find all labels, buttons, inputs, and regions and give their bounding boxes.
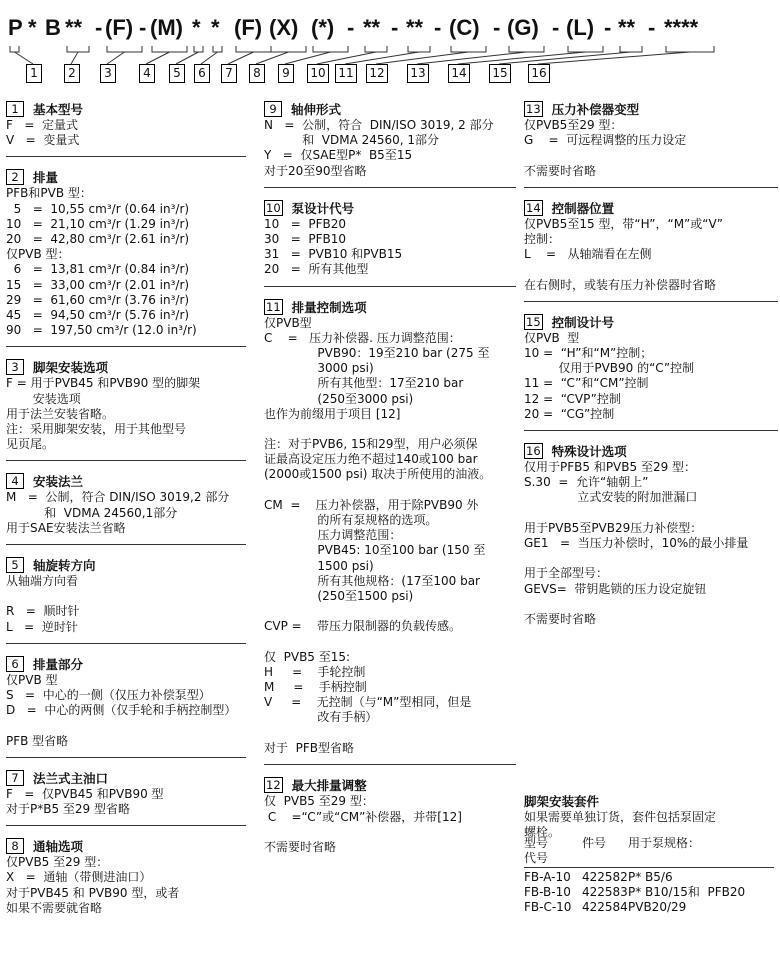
section-line: 12 = “CVP”控制 [524, 391, 621, 406]
section-line [524, 597, 778, 612]
section-title: 基本型号 [33, 102, 84, 117]
section-line: 用于PVB5至PVB29压力补偿型： [524, 520, 703, 535]
code-segment: - [391, 15, 399, 40]
code-number-box: 14 [448, 64, 470, 83]
section-line: F = 定量式 [6, 118, 79, 132]
section-divider [6, 825, 246, 826]
section-line: 对于20至90型省略 [264, 163, 367, 178]
section-line: 30 = PFB10 [264, 231, 347, 246]
section-line: 注：采用脚架安装，用于其他型号 [6, 421, 187, 436]
kit-header-row-2 [524, 851, 774, 866]
section-title: 控制器位置 [551, 200, 615, 216]
section-line: 立式安装的附加泄漏口 [524, 490, 698, 505]
section-line: PVB45: 10至100 bar (150 至 [264, 543, 486, 558]
section-divider [6, 346, 246, 347]
section-line: R = 顺时针 [6, 604, 80, 619]
section-line: 仅用于PFB5 和PVB5 至29 型： [524, 460, 697, 474]
code-number-box: 2 [64, 64, 80, 83]
section-line: 安装选项 [6, 391, 81, 406]
section-divider [264, 286, 516, 287]
kit-cell: FB-A-10 [524, 870, 571, 884]
section-line: M = 手柄控制 [264, 680, 367, 695]
code-segment: - [604, 15, 612, 40]
kit-cell: 422584 [582, 900, 628, 914]
section-line: GEVS= 带钥匙锁的压力设定旋钮 [524, 581, 707, 596]
section-line: X = 通轴（带侧进油口） [6, 870, 152, 885]
kit-row [524, 870, 774, 885]
kit-title: 脚架安装套件 [524, 794, 600, 809]
kit-header-row [524, 836, 774, 851]
section-line: 如果不需要就省略 [6, 900, 103, 915]
kit-header-part: 件号 [582, 836, 607, 850]
kit-rows [524, 870, 774, 915]
section-line: PFB 型省略 [6, 733, 69, 748]
section-line: 所有其他型：17至210 bar [264, 376, 464, 391]
section-line: CM = 压力补偿器，用于除PVB90 外 [264, 497, 479, 512]
section-heading [524, 313, 778, 331]
section-number-box: 12 [266, 778, 281, 793]
code-number-box: 1 [26, 64, 42, 83]
section-line [264, 483, 516, 498]
section-line: N = 公制，符合 DIN/ISO 3019, 2 部分 [264, 118, 494, 132]
section-heading [6, 837, 246, 855]
section-number-box: 9 [264, 101, 282, 117]
section-line [524, 262, 778, 277]
section-line: 证最高设定压力绝不超过140或100 bar [264, 452, 478, 467]
section-heading [6, 358, 246, 376]
section-line: V = 变量式 [6, 133, 80, 148]
kit-divider [524, 867, 774, 868]
code-number-box: 13 [407, 64, 429, 83]
code-segment: * [211, 15, 220, 40]
code-segment: * [28, 15, 37, 40]
section-5 [6, 556, 246, 635]
section-line: 10 = 21,10 cm³/r (1.29 in³/r) [6, 216, 190, 231]
section-heading [6, 769, 246, 787]
section-line: 45 = 94,50 cm³/r (5.76 in³/r) [6, 307, 190, 322]
section-line: 也作为前缀用于项目 [12] [264, 406, 401, 421]
code-segment: (C) [449, 15, 480, 40]
code-segment: - [434, 15, 442, 40]
section-line: 仅 PVB5 至15: [264, 649, 351, 664]
section-line [264, 726, 516, 741]
code-number-box: 9 [278, 64, 294, 83]
section-line: GE1 = 当压力补偿时，10%的最小排量 [524, 535, 749, 550]
section-line: 对于PVB45 和 PVB90 型，或者 [6, 885, 180, 900]
section-number-box: 2 [6, 169, 24, 185]
section-line: 控制： [524, 231, 561, 246]
code-number-box: 8 [249, 64, 265, 83]
code-segment: ** [406, 15, 424, 40]
section-line: S = 中心的一侧（仅压力补偿泵型） [6, 687, 211, 702]
code-number-box: 7 [221, 64, 237, 83]
section-line: 1500 psi) [264, 558, 374, 573]
section-divider [524, 301, 778, 302]
section-line [264, 604, 516, 619]
section-line: 20 = “CG”控制 [524, 406, 615, 421]
section-line: L = 逆时针 [6, 619, 78, 634]
section-title: 脚架安装选项 [33, 360, 109, 376]
code-segment: ** [363, 15, 381, 40]
code-bracket [201, 46, 222, 64]
section-line: 6 = 13,81 cm³/r (0.84 in³/r) [6, 262, 190, 277]
code-segment: (*) [311, 15, 335, 40]
section-title: 排量部分 [33, 656, 84, 672]
section-title: 轴伸形式 [291, 102, 342, 117]
section-line: PVB90：19至210 bar (275 至 [264, 345, 490, 360]
section-line: 不需要时省略 [524, 611, 597, 626]
section-title: 轴旋转方向 [33, 558, 96, 573]
code-segment: - [493, 15, 501, 40]
code-number-box: 12 [366, 64, 388, 83]
section-line: 压力调整范围： [264, 528, 402, 543]
kit-row [524, 885, 774, 900]
code-bracket [285, 46, 348, 64]
code-bracket [10, 46, 33, 64]
section-line: 对于P*B5 至29 型省略 [6, 801, 131, 816]
section-line: (2000或1500 psi) 取决于所使用的油液。 [264, 467, 492, 482]
kit-cell: P* B5/6 [628, 870, 673, 884]
section-heading [524, 442, 778, 460]
section-number-box: 13 [526, 102, 541, 116]
code-segment: ** [65, 15, 83, 40]
section-title: 通轴选项 [33, 839, 84, 855]
section-3 [6, 358, 246, 452]
section-number-box: 15 [526, 314, 541, 329]
kit-desc-line: 如果需要单独订货，套件包括泵固定 [524, 810, 717, 824]
section-4 [6, 472, 246, 536]
section-line: 31 = PVB10 和PVB15 [264, 247, 403, 262]
section-line: 所有其他规格：(17至100 bar [264, 573, 480, 588]
section-line: 的所有泵规格的选项。 [264, 513, 438, 528]
section-line: D = 中心的两侧（仅手轮和手柄控制型） [6, 703, 237, 718]
section-title: 控制设计号 [551, 314, 615, 330]
section-line [524, 148, 778, 163]
code-bracket [538, 46, 714, 64]
section-line: 仅PVB型 [264, 315, 312, 330]
section-number-box: 16 [526, 444, 541, 458]
section-number-box: 6 [6, 656, 24, 672]
code-number-box: 16 [528, 64, 550, 83]
section-number-box: 5 [6, 557, 24, 573]
section-heading [524, 199, 778, 217]
section-line: S.30 = 允许“轴朝上” [524, 475, 649, 490]
section-line [524, 551, 778, 566]
kit-desc-line: 螺栓。 [524, 825, 561, 840]
kit-section [524, 792, 778, 840]
section-heading [6, 100, 246, 118]
section-divider [6, 643, 246, 644]
section-divider [6, 544, 246, 545]
section-title: 特殊设计选项 [551, 444, 627, 459]
section-line: 注：对于PVB6, 15和29型，用户必须保 [264, 437, 478, 452]
code-segment: - [648, 15, 656, 40]
section-line: 3000 psi) [264, 361, 374, 376]
section-line: 仅PVB 型 [6, 672, 58, 687]
section-line: 15 = 33,00 cm³/r (2.01 in³/r) [6, 277, 190, 292]
section-heading [264, 298, 516, 316]
kit-cell: P* B10/15和 PFB20 [628, 885, 746, 899]
section-line: 10 = “H”和“M”控制； [524, 345, 653, 360]
code-segment: P [8, 15, 23, 40]
section-heading [264, 199, 516, 217]
section-title: 法兰式主油口 [33, 770, 109, 786]
code-segment: - [347, 15, 355, 40]
section-line: 改有手柄） [264, 710, 378, 725]
code-bracket [317, 46, 387, 64]
section-divider [6, 460, 246, 461]
model-code-row [8, 14, 778, 86]
section-line: Y = 仅SAE型P* B5至15 [264, 148, 413, 163]
code-bracket [376, 46, 486, 64]
code-segment: - [95, 15, 103, 40]
section-divider [264, 187, 516, 188]
section-divider [264, 764, 516, 765]
code-bracket [176, 46, 203, 64]
section-line: C = 压力补偿器. 压力调整范围： [264, 330, 461, 345]
section-13 [524, 100, 778, 179]
section-8 [6, 837, 246, 916]
section-title: 排量控制选项 [291, 299, 367, 315]
code-number-box: 15 [489, 64, 511, 83]
kit-cell: FB-B-10 [524, 885, 571, 899]
section-divider [6, 757, 246, 758]
code-segment: - [139, 15, 147, 40]
section-line [264, 825, 516, 840]
code-segment: **** [664, 15, 699, 40]
section-9 [264, 100, 516, 179]
section-divider [6, 156, 246, 157]
code-segment: (X) [269, 15, 299, 40]
section-line: 20 = 所有其他型 [264, 262, 369, 277]
section-line: L = 从轴端看在左侧 [524, 247, 652, 262]
code-bracket [256, 46, 306, 64]
code-number-box: 11 [335, 64, 357, 83]
kit-cell: PVB20/29 [628, 900, 687, 914]
section-title: 安装法兰 [33, 474, 84, 490]
section-6 [6, 655, 246, 749]
section-heading [524, 100, 778, 118]
section-line [264, 635, 516, 650]
section-line: 见页尾。 [6, 437, 55, 452]
section-7 [6, 769, 246, 817]
section-line: 仅PVB5 至29 型： [6, 855, 109, 870]
kit-cell: 422582 [582, 870, 628, 884]
section-line: 20 = 42,80 cm³/r (2.61 in³/r) [6, 231, 190, 246]
code-segment: - [552, 15, 560, 40]
section-line: 用于SAE安装法兰省略 [6, 520, 126, 535]
section-14 [524, 199, 778, 293]
kit-cell: 422583 [582, 885, 628, 899]
section-number-box: 4 [6, 473, 24, 489]
section-line: 不需要时省略 [264, 839, 337, 854]
section-number-box: 7 [6, 770, 24, 786]
code-segment: (G) [507, 15, 539, 40]
section-line: 从轴端方向看 [6, 574, 79, 588]
section-line: (250至1500 psi) [264, 588, 414, 603]
kit-row [524, 900, 774, 915]
section-line: 用于全部型号： [524, 566, 609, 581]
section-line [6, 718, 246, 733]
section-line: 11 = “C”和“CM”控制 [524, 376, 649, 391]
code-segment: (L) [566, 15, 595, 40]
section-line: 仅 PVB5 至29 型： [264, 794, 374, 809]
section-number-box: 11 [266, 299, 281, 314]
section-divider [524, 187, 778, 188]
section-line: 和 VDMA 24560,1部分 [6, 505, 178, 520]
kit-cell: FB-C-10 [524, 900, 572, 914]
section-heading [6, 556, 246, 574]
section-12 [264, 776, 516, 855]
section-10 [264, 199, 516, 278]
code-segment: (F) [234, 15, 263, 40]
kit-header-use: 用于泵规格： [628, 836, 701, 850]
kit-header-code: 代号 [524, 851, 549, 865]
section-line: C =“C”或“CM”补偿器，并带[12] [264, 809, 462, 824]
section-line: CVP = 带压力限制器的负载传感。 [264, 619, 461, 634]
code-bracket [107, 46, 142, 64]
kit-header-type: 型号 [524, 836, 549, 850]
section-line: 仅PVB 型 [524, 330, 580, 345]
code-number-box: 6 [194, 64, 210, 83]
code-segment: B [45, 15, 61, 40]
section-line: F = 用于PVB45 和PVB90 型的脚架 [6, 376, 201, 391]
section-line: 10 = PFB20 [264, 216, 347, 231]
section-number-box: 3 [6, 359, 24, 375]
section-line: 仅PVB5至29 型： [524, 118, 623, 132]
kit-table [524, 836, 774, 915]
code-number-box: 10 [307, 64, 329, 83]
section-line: 对于 PFB型省略 [264, 740, 355, 755]
section-line [524, 506, 778, 521]
section-line: 5 = 10,55 cm³/r (0.64 in³/r) [6, 201, 190, 216]
code-number-box: 5 [169, 64, 185, 83]
code-number-box: 3 [100, 64, 116, 83]
section-number-box: 1 [6, 101, 24, 117]
section-line [6, 589, 246, 604]
section-line: G = 可远程调整的压力设定 [524, 133, 687, 148]
section-line: (250至3000 psi) [264, 391, 414, 406]
section-number-box: 8 [6, 838, 24, 854]
code-bracket [67, 46, 89, 64]
code-segment: ** [618, 15, 636, 40]
section-number-box: 14 [526, 200, 541, 215]
section-heading [6, 168, 246, 186]
section-line: 仅用于PVB90 的“C”控制 [524, 361, 695, 376]
code-segment: (M) [150, 15, 183, 40]
section-heading [6, 655, 246, 673]
section-divider [524, 430, 778, 431]
section-11 [264, 298, 516, 756]
section-line: M = 公制，符合 DIN/ISO 3019,2 部分 [6, 490, 230, 505]
section-heading [264, 100, 516, 118]
code-segment: * [192, 15, 201, 40]
section-2 [6, 168, 246, 338]
section-title: 排量 [33, 170, 59, 186]
section-line: 仅PVB 型： [6, 247, 70, 262]
section-heading [264, 776, 516, 794]
section-line: 29 = 61,60 cm³/r (3.76 in³/r) [6, 292, 190, 307]
section-line [264, 422, 516, 437]
section-line: 仅PVB5至15 型，带“H”，“M”或“V” [524, 216, 723, 231]
section-heading [6, 472, 246, 490]
section-line: 在右侧时，或装有压力补偿器时省略 [524, 277, 717, 292]
section-15 [524, 313, 778, 422]
section-line: 不需要时省略 [524, 163, 597, 178]
section-line: F = 仅PVB45 和PVB90 型 [6, 786, 164, 801]
code-segment: (F) [105, 15, 134, 40]
section-line: 和 VDMA 24560, 1部分 [264, 133, 440, 148]
section-line: H = 手轮控制 [264, 664, 366, 679]
section-title: 泵设计代号 [291, 200, 355, 216]
section-title: 压力补偿器变型 [551, 102, 640, 117]
section-line: PFB和PVB 型： [6, 186, 92, 201]
section-line: 90 = 197,50 cm³/r (12.0 in³/r) [6, 323, 197, 338]
section-line: V = 无控制（与“M”型相同，但是 [264, 695, 472, 710]
section-line: 用于法兰安装省略。 [6, 406, 115, 421]
section-1 [6, 100, 246, 148]
section-16 [524, 442, 778, 627]
section-title: 最大排量调整 [291, 778, 367, 794]
section-number-box: 10 [266, 200, 281, 215]
code-number-box: 4 [139, 64, 155, 83]
